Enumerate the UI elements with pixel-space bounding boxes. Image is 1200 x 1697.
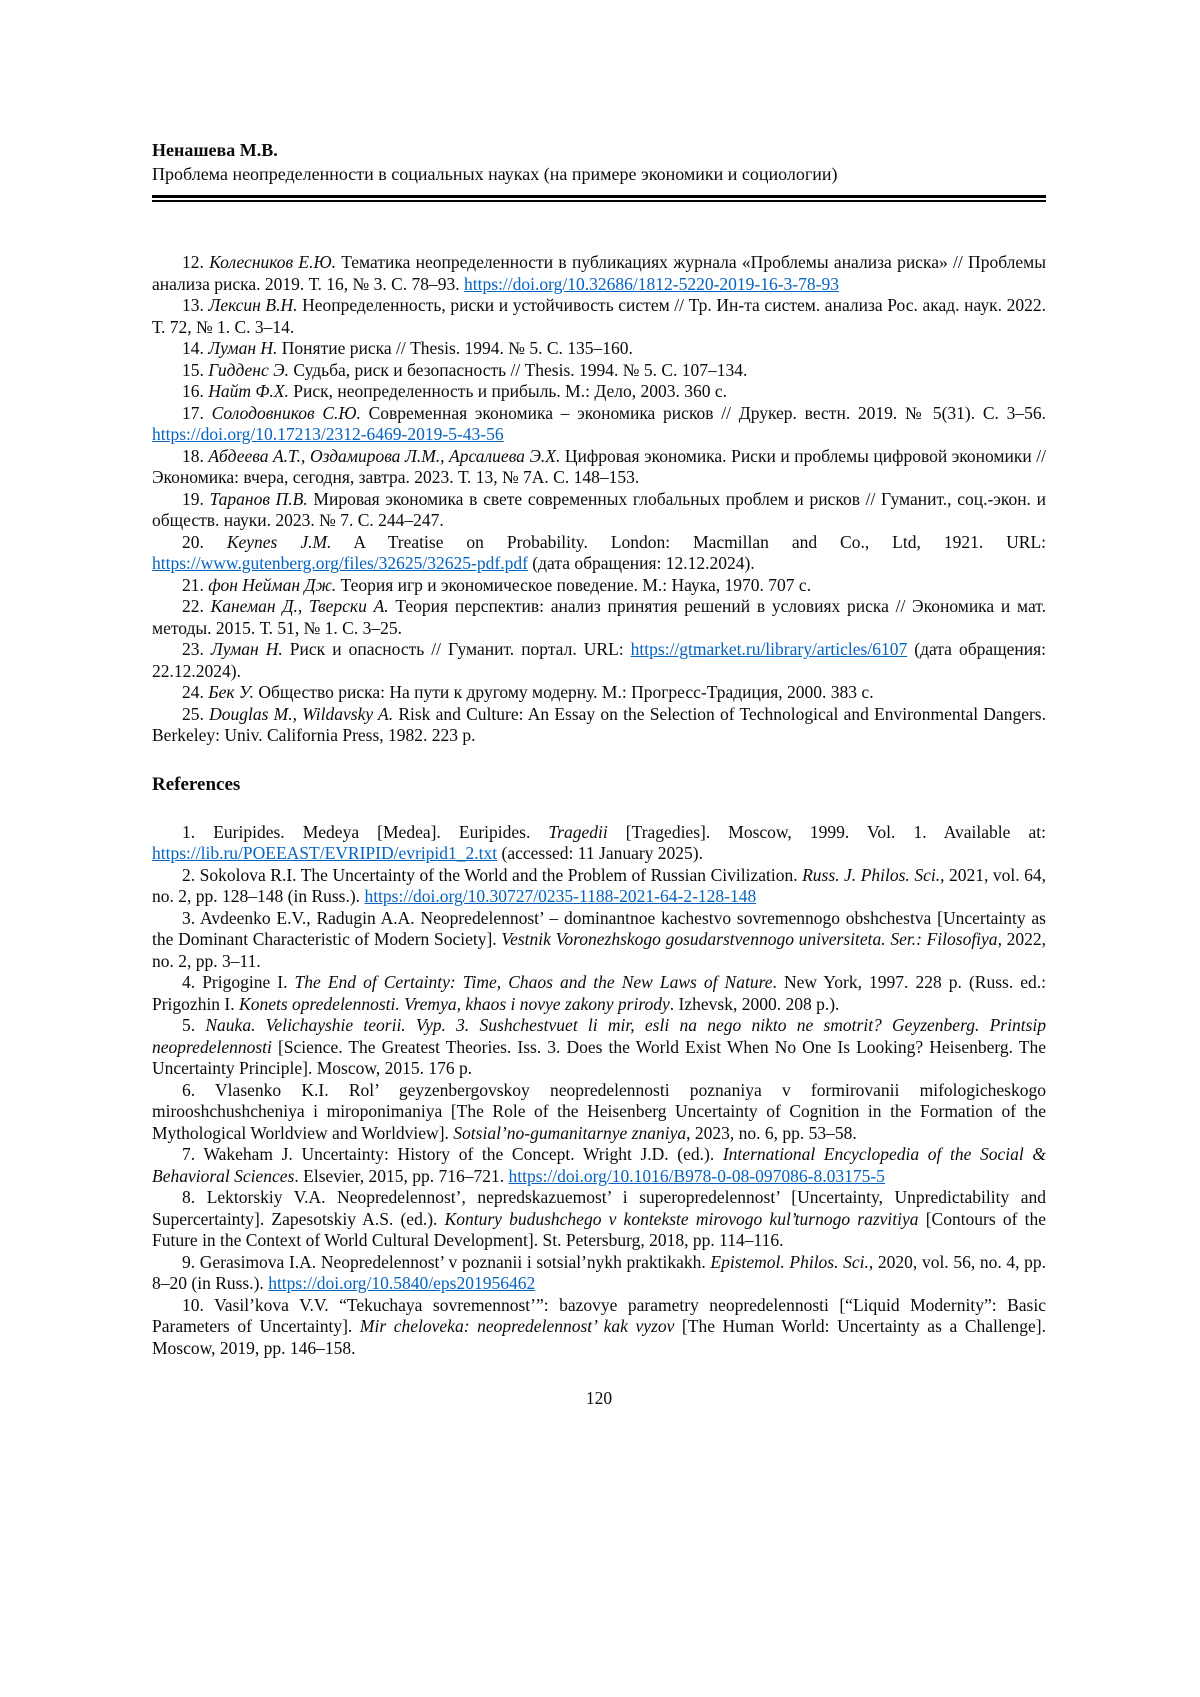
reference-authors-italic: Гидденс Э. [208,359,289,380]
reference-number: 8. [182,1187,207,1207]
reference-authors-italic: Russ. J. Philos. Sci. [802,864,941,885]
reference-number: 1. [182,821,214,842]
reference-item [152,682,1046,704]
reference-authors-italic: Канеман Д., Тверски А. [210,596,389,616]
reference-number: 7. [182,1144,204,1164]
reference-number: 2. [182,864,200,885]
reference-number: 3. [182,907,200,928]
reference-number: 19. [182,488,210,509]
reference-authors-italic: Найт Ф.Х. [208,381,289,401]
reference-authors-italic: Абдеева А.Т., Оздамирова Л.М., Арсалиева Э.Х. [208,445,561,466]
reference-item [152,403,1046,446]
reference-text: Общество риска: На пути к другому модерну. М.: Прогресс-Традиция, 2000. 383 с. [253,682,874,702]
reference-authors-italic: Kontury budushchego v kontekste mirovogo kul’turnogo razvitiya [444,1208,919,1229]
references-russian-list [152,252,1046,747]
reference-number: 5. [182,1015,206,1035]
reference-item [152,532,1046,575]
reference-text: Sokolova R.I. The Uncertainty of the World and the Problem of Russian Civilization. [199,864,803,885]
reference-text: . New York, 1997. 228 p. (Russ. ed.: Prigozhin I. [152,972,1046,1014]
reference-text: Gerasimova I.A. Neopredelennost’ v poznanii i sotsial’nykh praktikakh. [199,1251,711,1272]
reference-item [152,381,1046,403]
reference-number: 14. [182,338,209,358]
reference-item [152,908,1046,973]
reference-text: Тематика неопределенности в публикациях журнала «Проблемы анализа риска» // Проблемы анализа риска. 2019. Т. 16, № 3. С. 78–93. [152,252,1046,294]
running-head-author: Ненашева М.В. [152,140,278,160]
reference-authors-italic: фон Нейман Дж. [208,574,337,595]
reference-link[interactable]: https://doi.org/10.1016/B978-0-08-097086-8.03175-5 [508,1165,885,1186]
reference-number: 13. [182,295,209,315]
reference-text: Риск и опасность // Гуманит. портал. URL: [282,639,631,659]
reference-authors-italic: Sotsial’no-gumanitarnye znaniya [453,1122,687,1143]
reference-text: [The Human World: Uncertainty as a Challenge]. Moscow, 2019, pp. 146–158. [152,1316,1046,1358]
reference-item [152,338,1046,360]
reference-item [152,704,1046,747]
reference-text: . Elsevier, 2015, pp. 716–721. [294,1165,509,1186]
reference-text: (дата обращения: 22.12.2024). [152,639,1047,681]
reference-authors-italic: International Encyclopedia of the Social & Behavioral Sciences [152,1144,1046,1186]
reference-item [152,295,1046,338]
header-rule [152,195,1046,202]
reference-item [152,972,1046,1015]
reference-number: 15. [182,359,209,380]
reference-number: 22. [182,596,211,616]
reference-item [152,252,1046,295]
reference-authors-italic: The End of Certainty: Time, Chaos and the New Laws of Nature [294,972,773,992]
reference-text: , 2023, no. 6, pp. 53–58. [686,1122,857,1143]
reference-number: 20. [182,531,227,552]
reference-authors-italic: Konets opredelennosti. Vremya, khaos i novye zakony prirody [239,993,670,1014]
reference-item [152,1187,1046,1252]
reference-number: 4. [182,972,203,992]
reference-item [152,446,1046,489]
reference-link[interactable]: https://lib.ru/POEEAST/EVRIPID/evripid1_2.txt [152,843,498,863]
reference-text: , 2022, no. 2, pp. 3–11. [152,929,1046,971]
reference-item [152,1252,1046,1295]
reference-authors-italic: Nauka. Velichayshie teorii. Vyp. 3. Sushchestvuet li mir, esli na nego nikto ne smotrit? Geyzenberg. Printsip neopredelennosti [152,1015,1046,1057]
reference-link[interactable]: https://gtmarket.ru/library/articles/6107 [630,639,908,659]
reference-authors-italic: Таранов П.В. [209,488,308,509]
reference-item [152,1144,1046,1187]
references-english-list [152,822,1046,1360]
page-number: 120 [585,1388,613,1408]
reference-text: (дата обращения: 12.12.2024). [527,553,755,573]
reference-item [152,575,1046,597]
reference-authors-italic: Колесников Е.Ю. [209,252,336,272]
reference-text: Неопределенность, риски и устойчивость систем // Тр. Ин-та систем. анализа Рос. акад. наук. 2022. Т. 72, № 1. С. 3–14. [152,295,1046,337]
reference-authors-italic: Tragedii [548,821,608,842]
references-heading: References [152,773,241,795]
reference-item [152,360,1046,382]
reference-item [152,1015,1046,1080]
reference-authors-italic: Луман Н. [208,338,278,358]
reference-authors-italic: Mir cheloveka: neopredelennost’ kak vyzov [359,1316,675,1336]
reference-number: 9. [182,1251,200,1272]
reference-text: Теория перспектив: анализ принятия решений в условиях риска // Экономика и мат. методы. 2015. Т. 51, № 1. С. 3–25. [152,596,1046,638]
reference-text: (accessed: 11 January 2025). [497,843,704,863]
reference-text: , 2020, vol. 56, no. 4, pp. 8–20 (in Russ.). [152,1251,1046,1293]
reference-authors-italic: Солодовников С.Ю. [211,402,361,423]
reference-item [152,865,1046,908]
reference-link[interactable]: https://www.gutenberg.org/files/32625/32625-pdf.pdf [152,553,528,573]
reference-number: 12. [182,252,210,272]
reference-item [152,596,1046,639]
reference-text: Prigogine I. [202,972,295,992]
reference-text: Судьба, риск и безопасность // Thesis. 1994. № 5. С. 107–134. [288,359,748,380]
reference-authors-italic: Луман Н. [210,639,283,659]
page-header [152,138,1046,202]
reference-link[interactable]: https://doi.org/10.5840/eps201956462 [268,1273,536,1293]
reference-text: Avdeenko E.V., Radugin A.A. Neopredelennost’ – dominantnoe kachestvo sovremennogo obshchestva [Uncertainty as the Dominant Characteristic of Modern Society]. [152,907,1046,949]
reference-item [152,1080,1046,1145]
reference-text: Wakeham J. Uncertainty: History of the Concept. Wright J.D. (ed.). [203,1144,723,1164]
reference-item [152,822,1046,865]
reference-text: Risk and Culture: An Essay on the Selection of Technological and Environmental Dangers. Berkeley: Univ. California Press, 1982. 223 p. [152,703,1046,745]
reference-text: Euripides. Medeya [Medea]. Euripides. [213,821,549,842]
reference-link[interactable]: https://doi.org/10.17213/2312-6469-2019-5-43-56 [152,424,504,444]
reference-link[interactable]: https://doi.org/10.30727/0235-1188-2021-64-2-128-148 [364,886,757,906]
reference-number: 21. [182,574,209,595]
reference-number: 16. [182,381,209,401]
reference-text: Теория игр и экономическое поведение. М.: Наука, 1970. 707 с. [336,574,812,595]
reference-authors-italic: Douglas M., Wildavsky A. [209,703,394,724]
reference-authors-italic: Бек У. [208,682,254,702]
reference-number: 25. [182,703,210,724]
reference-text: Vasil’kova V.V. “Tekuchaya sovremennost’”: bazovye parametry neopredelennosti [“Liquid Modernity”: Basic Parameters of Uncertainty]. [152,1294,1046,1336]
reference-number: 23. [182,639,211,659]
reference-text: [Contours of the Future in the Context of World Cultural Development]. St. Petersburg, 2018, pp. 114–116. [152,1208,1046,1250]
reference-number: 18. [182,445,209,466]
reference-text: Vlasenko K.I. Rol’ geyzenbergovskoy neopredelennosti poznaniya v formirovanii mifologicheskogo mirooshchushcheniya i miroponimaniya [The Role of the Heisenberg Uncertainty of Cognition in the Formation of the Mythological Worldview and Worldview]. [152,1079,1046,1143]
running-head-title: Проблема неопределенности в социальных науках (на примере экономики и социологии) [152,164,838,184]
reference-text: . Izhevsk, 2000. 208 p.). [669,993,840,1014]
reference-text: Lektorskiy V.A. Neopredelennost’, nepredskazuemost’ i superopredelennost’ [Uncertainty, Unpredictability and Supercertainty]. Zapesotskiy A.S. (ed.). [152,1187,1047,1229]
reference-number: 17. [182,402,212,423]
reference-link[interactable]: https://doi.org/10.32686/1812-5220-2019-16-3-78-93 [464,273,839,294]
reference-text: Мировая экономика в свете современных глобальных проблем и рисков // Гуманит., соц.-экон. и обществ. науки. 2023. № 7. С. 244–247. [152,488,1046,530]
reference-item [152,489,1046,532]
reference-text: , 2021, vol. 64, no. 2, pp. 128–148 (in Russ.). [152,864,1046,906]
reference-text: Риск, неопределенность и прибыль. М.: Дело, 2003. 360 с. [288,381,727,401]
reference-text: Понятие риска // Thesis. 1994. № 5. С. 135–160. [277,338,633,358]
reference-item [152,639,1046,682]
reference-number: 24. [182,682,209,702]
reference-text: [Tragedies]. Moscow, 1999. Vol. 1. Available at: [607,821,1046,842]
reference-text: Современная экономика – экономика рисков // Друкер. вестн. 2019. № 5(31). С. 3–56. [360,402,1047,423]
reference-item [152,1295,1046,1360]
reference-authors-italic: Vestnik Voronezhskogo gosudarstvennogo universiteta. Ser.: Filosofiya [501,929,998,949]
reference-number: 10. [182,1294,215,1315]
reference-number: 6. [182,1079,216,1100]
reference-authors-italic: Epistemol. Philos. Sci. [710,1251,869,1272]
reference-authors-italic: Лексин В.Н. [208,295,298,315]
reference-text: Цифровая экономика. Риски и проблемы цифровой экономики // Экономика: вчера, сегодня, завтра. 2023. Т. 13, № 7А. С. 148–153. [152,445,1046,487]
reference-text: [Science. The Greatest Theories. Iss. 3. Does the World Exist When No One Is Looking? Heisenberg. The Uncertainty Principle]. Moscow, 2015. 176 p. [152,1036,1046,1078]
reference-authors-italic: Keynes J.M. [226,531,332,552]
reference-text: A Treatise on Probability. London: Macmillan and Co., Ltd, 1921. URL: [331,531,1047,552]
page-body [152,252,1046,1449]
